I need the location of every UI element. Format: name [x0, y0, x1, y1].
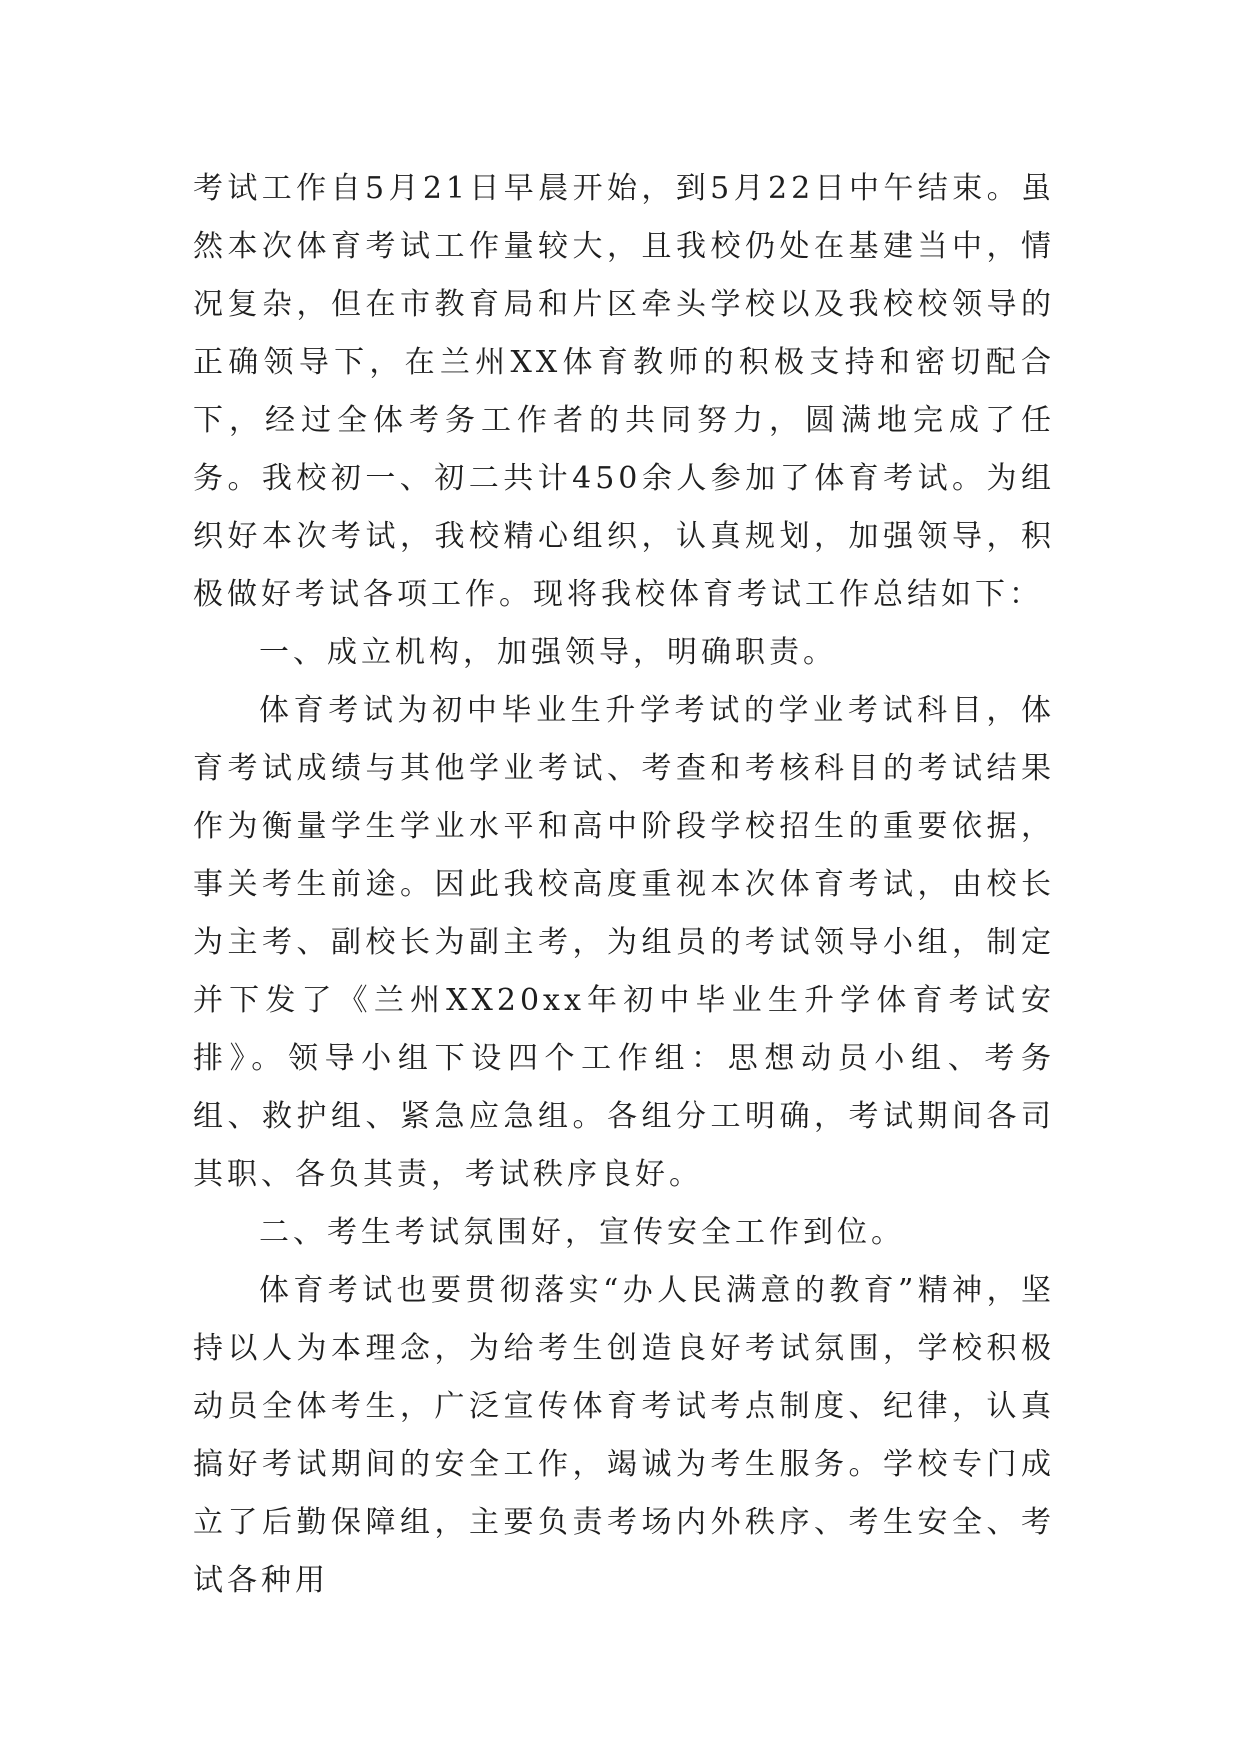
- paragraph-intro: 考试工作自5月21日早晨开始，到5月22日中午结束。虽然本次体育考试工作量较大，且我校仍处在基建当中，情况复杂，但在市教育局和片区牵头学校以及我校校领导的正确领导下，在兰州XX体育教师的积极支持和密切配合下，经过全体考务工作者的共同努力，圆满地完成了任务。我校初一、初二共计450余人参加了体育考试。为组织好本次考试，我校精心组织，认真规划，加强领导，积极做好考试各项工作。现将我校体育考试工作总结如下：: [193, 171, 1055, 612]
- document-body: [193, 160, 1055, 1610]
- section-heading-1: 一、成立机构，加强领导，明确职责。: [259, 635, 837, 670]
- paragraph-section-1: 体育考试为初中毕业生升学考试的学业考试科目，体育考试成绩与其他学业考试、考查和考核科目的考试结果作为衡量学生学业水平和高中阶段学校招生的重要依据，事关考生前途。因此我校高度重视本次体育考试，由校长为主考、副校长为副主考，为组员的考试领导小组，制定并下发了《兰州XX20xx年初中毕业生升学体育考试安排》。领导小组下设四个工作组：思想动员小组、考务组、救护组、紧急应急组。各组分工明确，考试期间各司其职、各负其责，考试秩序良好。: [193, 693, 1055, 1192]
- section-heading-2: 二、考生考试氛围好，宣传安全工作到位。: [259, 1215, 905, 1250]
- paragraph-section-2: 体育考试也要贯彻落实“办人民满意的教育”精神，坚持以人为本理念，为给考生创造良好考试氛围，学校积极动员全体考生，广泛宣传体育考试考点制度、纪律，认真搞好考试期间的安全工作，竭诚为考生服务。学校专门成立了后勤保障组，主要负责考场内外秩序、考生安全、考试各种用: [193, 1273, 1055, 1598]
